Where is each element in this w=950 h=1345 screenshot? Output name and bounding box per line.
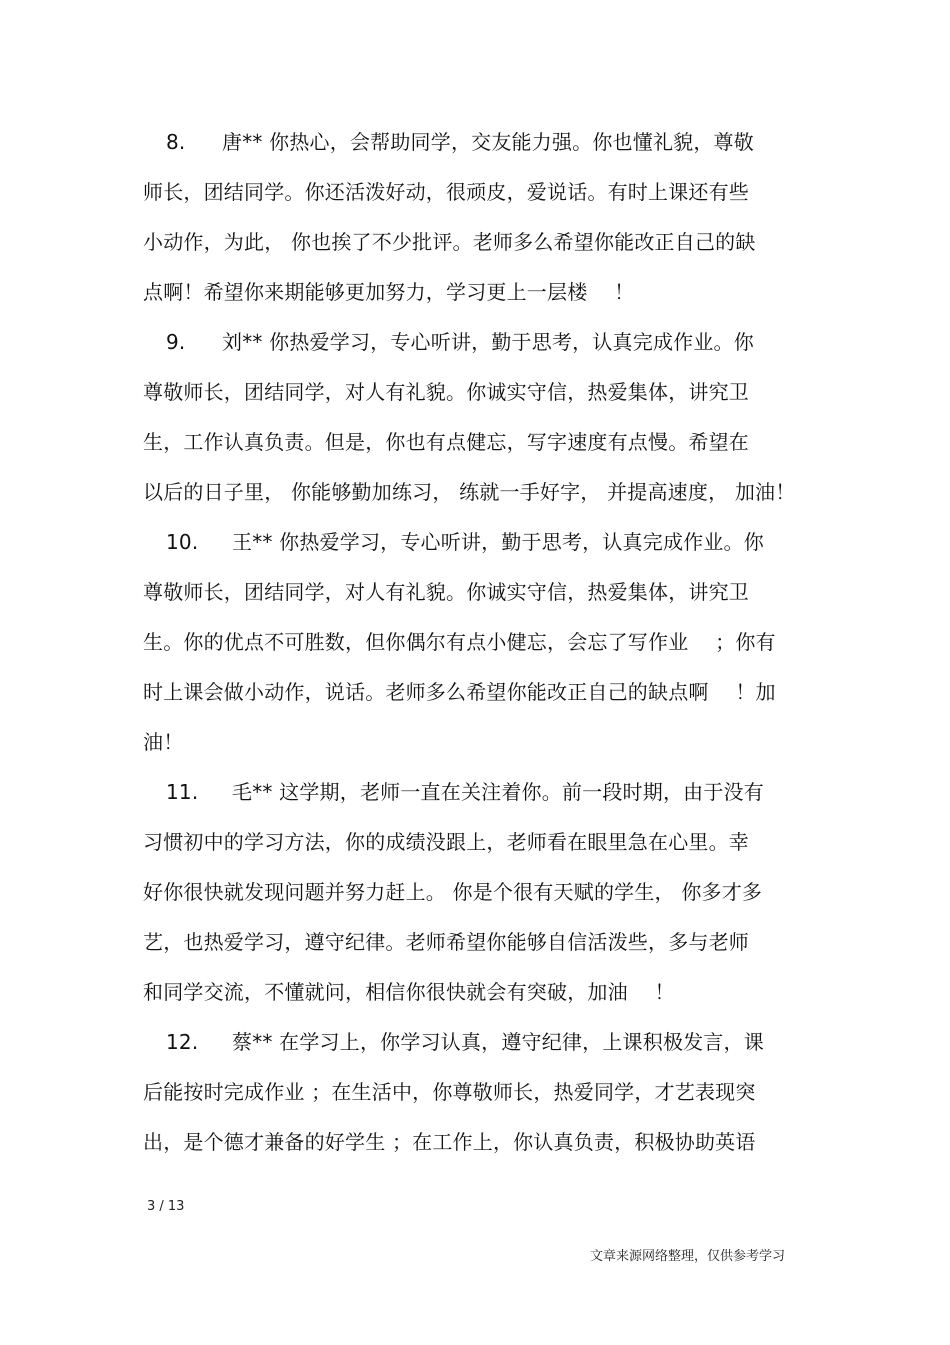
paragraph-number: 9. — [166, 330, 186, 354]
paragraph-number: 12. — [166, 1030, 199, 1054]
paragraph-12-line-1 — [166, 1022, 846, 1062]
paragraph-8-line-1 — [166, 122, 846, 162]
paragraph-8-line-4: 点啊！希望你来期能够更加努力，学习更上一层楼 ！ — [143, 280, 635, 304]
paragraph-8-line-3: 小动作，为此， 你也挨了不少批评。老师多么希望你能改正自己的缺 — [143, 230, 756, 254]
footer-note: 文章来源网络整理，仅供参考学习 — [590, 1249, 786, 1264]
paragraph-10-line-2: 尊敬师长，团结同学，对人有礼貌。你诚实守信，热爱集体，讲究卫 — [143, 580, 749, 604]
paragraph-11-line-5: 和同学交流，不懂就问，相信你很快就会有突破，加油 ！ — [143, 980, 675, 1004]
paragraph-number: 8. — [166, 130, 186, 154]
paragraph-11-line-3: 好你很快就发现问题并努力赶上。 你是个很有天赋的学生， 你多才多 — [143, 880, 763, 904]
line-text: 蔡** 在学习上，你学习认真，遵守纪律，上课积极发言，课 — [232, 1030, 764, 1054]
paragraph-10-line-4: 时上课会做小动作，说话。老师多么希望你能改正自己的缺点啊 ！加 — [143, 680, 776, 704]
paragraph-9-line-3: 生，工作认真负责。但是，你也有点健忘，写字速度有点慢。希望在 — [143, 430, 749, 454]
paragraph-10-line-1 — [166, 522, 846, 562]
paragraph-9-line-2: 尊敬师长，团结同学，对人有礼貌。你诚实守信，热爱集体，讲究卫 — [143, 380, 749, 404]
paragraph-11-line-4: 艺，也热爱学习，遵守纪律。老师希望你能够自信活泼些，多与老师 — [143, 930, 749, 954]
line-text: 唐** 你热心，会帮助同学，交友能力强。你也懂礼貌，尊敬 — [222, 130, 754, 154]
paragraph-number: 11. — [166, 780, 199, 804]
paragraph-11-line-2: 习惯初中的学习方法，你的成绩没跟上，老师看在眼里急在心里。幸 — [143, 830, 749, 854]
paragraph-11-line-1 — [166, 772, 846, 812]
paragraph-12-line-3: 出，是个德才兼备的好学生 ；在工作上，你认真负责，积极协助英语 — [143, 1130, 756, 1154]
line-text: 王** 你热爱学习，专心听讲，勤于思考，认真完成作业。你 — [232, 530, 764, 554]
paragraph-10-line-3: 生。你的优点不可胜数，但你偶尔有点小健忘，会忘了写作业 ；你有 — [143, 630, 776, 654]
paragraph-number: 10. — [166, 530, 199, 554]
paragraph-9-line-4: 以后的日子里， 你能够勤加练习， 练就一手好字， 并提高速度， 加油！ — [143, 480, 796, 504]
paragraph-9-line-1 — [166, 322, 846, 362]
paragraph-8-line-2: 师长，团结同学。你还活泼好动，很顽皮，爱说话。有时上课还有些 — [143, 180, 749, 204]
paragraph-12-line-2: 后能按时完成作业 ；在生活中，你尊敬师长，热爱同学，才艺表现突 — [143, 1080, 756, 1104]
line-text: 刘** 你热爱学习，专心听讲，勤于思考，认真完成作业。你 — [222, 330, 754, 354]
page-number: 3 / 13 — [147, 1199, 185, 1214]
line-text: 毛** 这学期，老师一直在关注着你。前一段时期，由于没有 — [232, 780, 764, 804]
paragraph-10-line-5: 油！ — [143, 730, 184, 754]
